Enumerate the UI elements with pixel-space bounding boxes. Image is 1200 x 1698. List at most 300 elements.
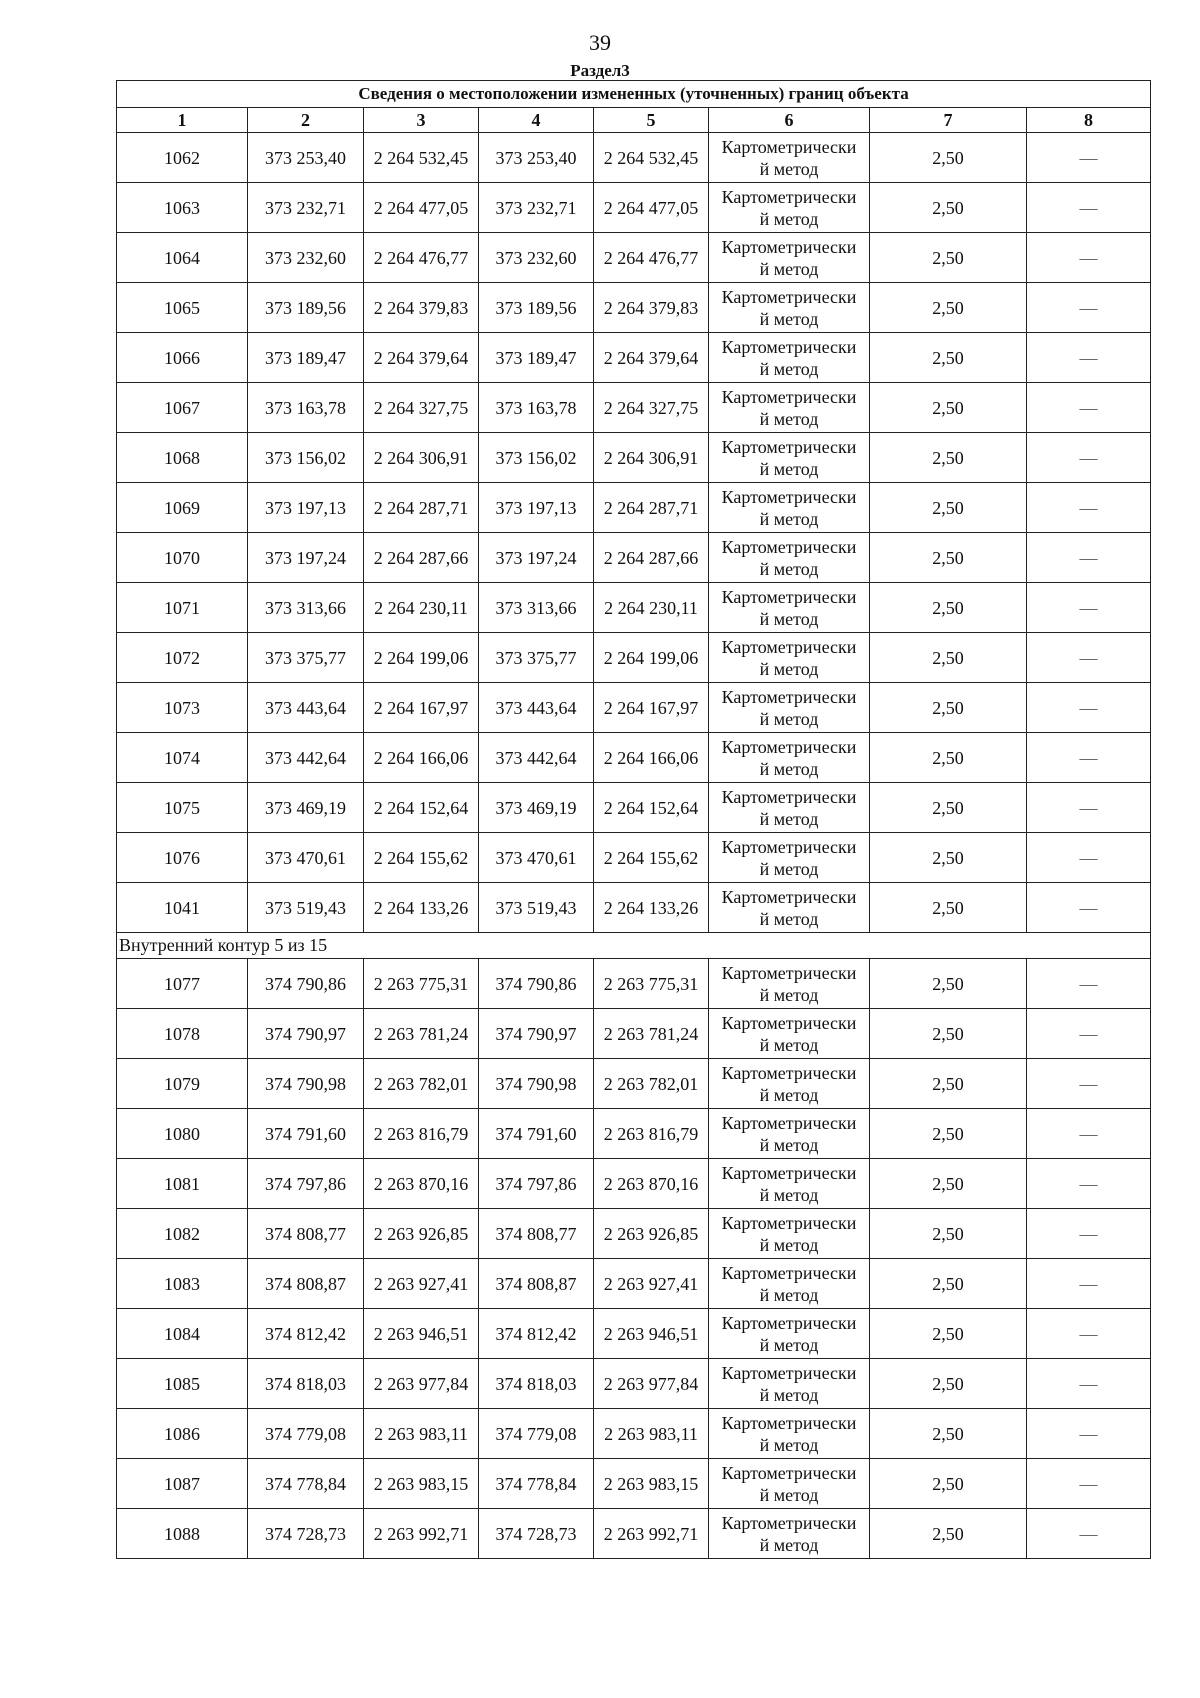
table-row <box>117 283 1151 333</box>
y-refined-cell: 2 264 166,06 <box>594 733 709 783</box>
method-line: Картометрически <box>721 686 857 707</box>
note-cell: — <box>1027 683 1151 733</box>
x-refined-cell: 374 790,97 <box>479 1009 594 1059</box>
method-cell <box>709 1009 870 1059</box>
y-refined-cell: 2 264 532,45 <box>594 133 709 183</box>
x-refined-cell: 374 808,77 <box>479 1209 594 1259</box>
method-cell <box>709 833 870 883</box>
method-line: й метод <box>759 158 819 179</box>
note-cell: — <box>1027 1209 1151 1259</box>
table-row <box>117 883 1151 933</box>
x-refined-cell: 373 156,02 <box>479 433 594 483</box>
x-refined-cell: 373 470,61 <box>479 833 594 883</box>
method-line: й метод <box>759 1334 819 1355</box>
method-line: Картометрически <box>721 1012 857 1033</box>
x-refined-cell: 373 253,40 <box>479 133 594 183</box>
y-refined-cell: 2 264 327,75 <box>594 383 709 433</box>
table-row <box>117 183 1151 233</box>
x-refined-cell: 374 728,73 <box>479 1509 594 1559</box>
x-refined-cell: 374 790,98 <box>479 1059 594 1109</box>
point-number-cell: 1084 <box>117 1309 248 1359</box>
method-line: й метод <box>759 558 819 579</box>
accuracy-cell: 2,50 <box>870 883 1027 933</box>
method-line: Картометрически <box>721 636 857 657</box>
x-refined-cell: 373 189,47 <box>479 333 594 383</box>
accuracy-cell: 2,50 <box>870 1409 1027 1459</box>
note-cell: — <box>1027 959 1151 1009</box>
x-existing-cell: 373 197,24 <box>248 533 364 583</box>
accuracy-cell: 2,50 <box>870 533 1027 583</box>
table-row <box>117 533 1151 583</box>
note-cell: — <box>1027 1509 1151 1559</box>
point-number-cell: 1070 <box>117 533 248 583</box>
method-cell <box>709 383 870 433</box>
table-row <box>117 1259 1151 1309</box>
x-existing-cell: 374 790,86 <box>248 959 364 1009</box>
method-cell <box>709 333 870 383</box>
accuracy-cell: 2,50 <box>870 1109 1027 1159</box>
point-number-cell: 1082 <box>117 1209 248 1259</box>
point-number-cell: 1066 <box>117 333 248 383</box>
point-number-cell: 1076 <box>117 833 248 883</box>
accuracy-cell: 2,50 <box>870 783 1027 833</box>
method-cell <box>709 683 870 733</box>
method-line: й метод <box>759 984 819 1005</box>
x-existing-cell: 373 163,78 <box>248 383 364 433</box>
y-refined-cell: 2 264 199,06 <box>594 633 709 683</box>
y-refined-cell: 2 263 977,84 <box>594 1359 709 1409</box>
note-cell: — <box>1027 1009 1151 1059</box>
x-existing-cell: 373 519,43 <box>248 883 364 933</box>
method-line: й метод <box>759 1234 819 1255</box>
y-existing-cell: 2 264 152,64 <box>364 783 479 833</box>
method-line: Картометрически <box>721 886 857 907</box>
note-cell: — <box>1027 1259 1151 1309</box>
point-number-cell: 1072 <box>117 633 248 683</box>
method-line: Картометрически <box>721 336 857 357</box>
y-refined-cell: 2 263 775,31 <box>594 959 709 1009</box>
method-line: Картометрически <box>721 486 857 507</box>
table-row <box>117 1209 1151 1259</box>
y-existing-cell: 2 263 781,24 <box>364 1009 479 1059</box>
x-refined-cell: 373 197,24 <box>479 533 594 583</box>
x-existing-cell: 374 791,60 <box>248 1109 364 1159</box>
accuracy-cell: 2,50 <box>870 1359 1027 1409</box>
table-row <box>117 783 1151 833</box>
y-existing-cell: 2 263 870,16 <box>364 1159 479 1209</box>
boundary-table <box>116 80 1151 1559</box>
method-line: Картометрически <box>721 1212 857 1233</box>
note-cell: — <box>1027 483 1151 533</box>
x-refined-cell: 373 519,43 <box>479 883 594 933</box>
method-line: й метод <box>759 1284 819 1305</box>
x-refined-cell: 373 197,13 <box>479 483 594 533</box>
accuracy-cell: 2,50 <box>870 633 1027 683</box>
y-existing-cell: 2 264 199,06 <box>364 633 479 683</box>
accuracy-cell: 2,50 <box>870 1159 1027 1209</box>
x-refined-cell: 373 469,19 <box>479 783 594 833</box>
y-existing-cell: 2 264 379,64 <box>364 333 479 383</box>
table-row <box>117 1159 1151 1209</box>
point-number-cell: 1074 <box>117 733 248 783</box>
column-number: 3 <box>364 108 479 133</box>
method-cell <box>709 1109 870 1159</box>
x-existing-cell: 373 232,60 <box>248 233 364 283</box>
note-cell: — <box>1027 383 1151 433</box>
table-row <box>117 959 1151 1009</box>
accuracy-cell: 2,50 <box>870 183 1027 233</box>
point-number-cell: 1079 <box>117 1059 248 1109</box>
x-refined-cell: 374 779,08 <box>479 1409 594 1459</box>
table-row <box>117 433 1151 483</box>
y-existing-cell: 2 264 477,05 <box>364 183 479 233</box>
column-number: 8 <box>1027 108 1151 133</box>
method-line: Картометрически <box>721 1412 857 1433</box>
y-refined-cell: 2 264 133,26 <box>594 883 709 933</box>
column-number: 6 <box>709 108 870 133</box>
method-line: Картометрически <box>721 1512 857 1533</box>
y-refined-cell: 2 264 287,71 <box>594 483 709 533</box>
method-line: Картометрически <box>721 1262 857 1283</box>
point-number-cell: 1071 <box>117 583 248 633</box>
method-line: й метод <box>759 1534 819 1555</box>
y-existing-cell: 2 263 816,79 <box>364 1109 479 1159</box>
method-line: й метод <box>759 1434 819 1455</box>
point-number-cell: 1073 <box>117 683 248 733</box>
x-existing-cell: 373 156,02 <box>248 433 364 483</box>
method-cell <box>709 1159 870 1209</box>
method-line: Картометрически <box>721 586 857 607</box>
method-cell <box>709 959 870 1009</box>
y-existing-cell: 2 264 287,71 <box>364 483 479 533</box>
note-cell: — <box>1027 1359 1151 1409</box>
point-number-cell: 1063 <box>117 183 248 233</box>
table-row <box>117 1109 1151 1159</box>
method-cell <box>709 1259 870 1309</box>
accuracy-cell: 2,50 <box>870 483 1027 533</box>
method-cell <box>709 1359 870 1409</box>
note-cell: — <box>1027 783 1151 833</box>
section-title: Раздел3 <box>570 61 630 80</box>
method-line: й метод <box>759 708 819 729</box>
note-cell: — <box>1027 333 1151 383</box>
point-number-cell: 1069 <box>117 483 248 533</box>
x-existing-cell: 373 232,71 <box>248 183 364 233</box>
table-row <box>117 383 1151 433</box>
method-line: й метод <box>759 658 819 679</box>
y-refined-cell: 2 264 155,62 <box>594 833 709 883</box>
accuracy-cell: 2,50 <box>870 1209 1027 1259</box>
y-refined-cell: 2 264 287,66 <box>594 533 709 583</box>
y-refined-cell: 2 264 379,64 <box>594 333 709 383</box>
y-existing-cell: 2 263 775,31 <box>364 959 479 1009</box>
x-existing-cell: 374 779,08 <box>248 1409 364 1459</box>
y-existing-cell: 2 263 782,01 <box>364 1059 479 1109</box>
method-cell <box>709 633 870 683</box>
table-row <box>117 1409 1151 1459</box>
point-number-cell: 1088 <box>117 1509 248 1559</box>
table-row <box>117 833 1151 883</box>
y-refined-cell: 2 263 816,79 <box>594 1109 709 1159</box>
method-line: й метод <box>759 358 819 379</box>
point-number-cell: 1087 <box>117 1459 248 1509</box>
y-refined-cell: 2 264 167,97 <box>594 683 709 733</box>
method-line: Картометрически <box>721 236 857 257</box>
method-cell <box>709 783 870 833</box>
method-line: й метод <box>759 308 819 329</box>
y-existing-cell: 2 263 983,11 <box>364 1409 479 1459</box>
x-refined-cell: 374 818,03 <box>479 1359 594 1409</box>
point-number-cell: 1086 <box>117 1409 248 1459</box>
method-cell <box>709 533 870 583</box>
x-existing-cell: 374 818,03 <box>248 1359 364 1409</box>
x-refined-cell: 373 232,71 <box>479 183 594 233</box>
y-existing-cell: 2 263 992,71 <box>364 1509 479 1559</box>
method-line: Картометрически <box>721 186 857 207</box>
method-line: Картометрически <box>721 386 857 407</box>
y-existing-cell: 2 264 306,91 <box>364 433 479 483</box>
table-row <box>117 1509 1151 1559</box>
method-line: Картометрически <box>721 1112 857 1133</box>
x-existing-cell: 374 790,97 <box>248 1009 364 1059</box>
y-refined-cell: 2 264 152,64 <box>594 783 709 833</box>
method-line: й метод <box>759 208 819 229</box>
method-line: й метод <box>759 908 819 929</box>
x-refined-cell: 374 791,60 <box>479 1109 594 1159</box>
y-refined-cell: 2 264 230,11 <box>594 583 709 633</box>
table-row <box>117 1359 1151 1409</box>
accuracy-cell: 2,50 <box>870 1459 1027 1509</box>
accuracy-cell: 2,50 <box>870 959 1027 1009</box>
x-refined-cell: 373 232,60 <box>479 233 594 283</box>
table-row <box>117 1059 1151 1109</box>
x-existing-cell: 373 197,13 <box>248 483 364 533</box>
x-existing-cell: 373 442,64 <box>248 733 364 783</box>
contour-group-row <box>117 933 1151 959</box>
point-number-cell: 1068 <box>117 433 248 483</box>
x-refined-cell: 374 808,87 <box>479 1259 594 1309</box>
y-refined-cell: 2 263 781,24 <box>594 1009 709 1059</box>
method-line: Картометрически <box>721 286 857 307</box>
y-existing-cell: 2 264 379,83 <box>364 283 479 333</box>
method-cell <box>709 583 870 633</box>
accuracy-cell: 2,50 <box>870 233 1027 283</box>
y-refined-cell: 2 263 870,16 <box>594 1159 709 1209</box>
x-existing-cell: 373 469,19 <box>248 783 364 833</box>
note-cell: — <box>1027 183 1151 233</box>
table-row <box>117 483 1151 533</box>
method-cell <box>709 483 870 533</box>
point-number-cell: 1065 <box>117 283 248 333</box>
note-cell: — <box>1027 1109 1151 1159</box>
table-row <box>117 633 1151 683</box>
note-cell: — <box>1027 883 1151 933</box>
note-cell: — <box>1027 1409 1151 1459</box>
table-body <box>117 133 1151 1559</box>
method-cell <box>709 1059 870 1109</box>
x-existing-cell: 373 375,77 <box>248 633 364 683</box>
method-line: й метод <box>759 808 819 829</box>
y-existing-cell: 2 264 133,26 <box>364 883 479 933</box>
method-cell <box>709 283 870 333</box>
table-row <box>117 1309 1151 1359</box>
accuracy-cell: 2,50 <box>870 283 1027 333</box>
table-caption: Сведения о местоположении измененных (уточненных) границ объекта <box>117 81 1151 108</box>
x-refined-cell: 374 778,84 <box>479 1459 594 1509</box>
method-line: й метод <box>759 408 819 429</box>
column-number: 7 <box>870 108 1027 133</box>
method-line: Картометрически <box>721 1312 857 1333</box>
note-cell: — <box>1027 633 1151 683</box>
method-cell <box>709 1209 870 1259</box>
accuracy-cell: 2,50 <box>870 133 1027 183</box>
note-cell: — <box>1027 583 1151 633</box>
method-line: Картометрически <box>721 536 857 557</box>
x-refined-cell: 374 812,42 <box>479 1309 594 1359</box>
x-refined-cell: 374 790,86 <box>479 959 594 1009</box>
method-line: Картометрически <box>721 1462 857 1483</box>
point-number-cell: 1085 <box>117 1359 248 1409</box>
method-cell <box>709 883 870 933</box>
method-line: й метод <box>759 258 819 279</box>
y-existing-cell: 2 264 166,06 <box>364 733 479 783</box>
x-refined-cell: 373 189,56 <box>479 283 594 333</box>
page-number: 39 <box>589 30 611 55</box>
x-existing-cell: 373 470,61 <box>248 833 364 883</box>
x-refined-cell: 373 442,64 <box>479 733 594 783</box>
point-number-cell: 1078 <box>117 1009 248 1059</box>
table-row <box>117 1009 1151 1059</box>
note-cell: — <box>1027 533 1151 583</box>
y-existing-cell: 2 263 983,15 <box>364 1459 479 1509</box>
x-refined-cell: 373 313,66 <box>479 583 594 633</box>
x-existing-cell: 374 808,77 <box>248 1209 364 1259</box>
method-line: й метод <box>759 1184 819 1205</box>
x-refined-cell: 373 443,64 <box>479 683 594 733</box>
x-existing-cell: 373 443,64 <box>248 683 364 733</box>
method-cell <box>709 183 870 233</box>
accuracy-cell: 2,50 <box>870 1059 1027 1109</box>
y-existing-cell: 2 264 476,77 <box>364 233 479 283</box>
x-existing-cell: 373 189,56 <box>248 283 364 333</box>
y-refined-cell: 2 263 983,15 <box>594 1459 709 1509</box>
note-cell: — <box>1027 733 1151 783</box>
method-line: Картометрически <box>721 736 857 757</box>
x-existing-cell: 374 808,87 <box>248 1259 364 1309</box>
column-number: 5 <box>594 108 709 133</box>
note-cell: — <box>1027 1159 1151 1209</box>
y-refined-cell: 2 263 983,11 <box>594 1409 709 1459</box>
y-existing-cell: 2 263 977,84 <box>364 1359 479 1409</box>
column-numbers-row <box>117 108 1151 133</box>
point-number-cell: 1062 <box>117 133 248 183</box>
contour-group-label: Внутренний контур 5 из 15 <box>117 933 1151 959</box>
accuracy-cell: 2,50 <box>870 583 1027 633</box>
x-existing-cell: 373 313,66 <box>248 583 364 633</box>
accuracy-cell: 2,50 <box>870 1309 1027 1359</box>
x-existing-cell: 374 728,73 <box>248 1509 364 1559</box>
y-refined-cell: 2 263 926,85 <box>594 1209 709 1259</box>
table-row <box>117 233 1151 283</box>
y-existing-cell: 2 264 287,66 <box>364 533 479 583</box>
point-number-cell: 1083 <box>117 1259 248 1309</box>
note-cell: — <box>1027 1459 1151 1509</box>
method-line: й метод <box>759 508 819 529</box>
table-row <box>117 1459 1151 1509</box>
x-existing-cell: 374 790,98 <box>248 1059 364 1109</box>
accuracy-cell: 2,50 <box>870 383 1027 433</box>
y-existing-cell: 2 264 155,62 <box>364 833 479 883</box>
point-number-cell: 1075 <box>117 783 248 833</box>
table-row <box>117 683 1151 733</box>
accuracy-cell: 2,50 <box>870 833 1027 883</box>
x-existing-cell: 374 812,42 <box>248 1309 364 1359</box>
column-number: 2 <box>248 108 364 133</box>
accuracy-cell: 2,50 <box>870 1259 1027 1309</box>
method-cell <box>709 1409 870 1459</box>
x-refined-cell: 374 797,86 <box>479 1159 594 1209</box>
note-cell: — <box>1027 833 1151 883</box>
point-number-cell: 1041 <box>117 883 248 933</box>
y-existing-cell: 2 264 532,45 <box>364 133 479 183</box>
accuracy-cell: 2,50 <box>870 333 1027 383</box>
method-line: Картометрически <box>721 836 857 857</box>
table-row <box>117 333 1151 383</box>
y-refined-cell: 2 263 782,01 <box>594 1059 709 1109</box>
point-number-cell: 1067 <box>117 383 248 433</box>
method-line: й метод <box>759 458 819 479</box>
note-cell: — <box>1027 283 1151 333</box>
y-refined-cell: 2 264 477,05 <box>594 183 709 233</box>
y-existing-cell: 2 264 230,11 <box>364 583 479 633</box>
method-line: Картометрически <box>721 1062 857 1083</box>
y-refined-cell: 2 263 946,51 <box>594 1309 709 1359</box>
method-cell <box>709 133 870 183</box>
accuracy-cell: 2,50 <box>870 683 1027 733</box>
method-cell <box>709 1509 870 1559</box>
column-number: 1 <box>117 108 248 133</box>
y-refined-cell: 2 263 927,41 <box>594 1259 709 1309</box>
method-line: й метод <box>759 1384 819 1405</box>
method-line: й метод <box>759 1084 819 1105</box>
accuracy-cell: 2,50 <box>870 1509 1027 1559</box>
note-cell: — <box>1027 1059 1151 1109</box>
x-refined-cell: 373 375,77 <box>479 633 594 683</box>
note-cell: — <box>1027 1309 1151 1359</box>
y-refined-cell: 2 263 992,71 <box>594 1509 709 1559</box>
accuracy-cell: 2,50 <box>870 433 1027 483</box>
y-existing-cell: 2 264 167,97 <box>364 683 479 733</box>
method-cell <box>709 233 870 283</box>
method-line: Картометрически <box>721 962 857 983</box>
point-number-cell: 1080 <box>117 1109 248 1159</box>
table-row <box>117 133 1151 183</box>
method-line: Картометрически <box>721 786 857 807</box>
table-caption-row <box>117 81 1151 108</box>
y-existing-cell: 2 264 327,75 <box>364 383 479 433</box>
method-cell <box>709 1459 870 1509</box>
x-existing-cell: 374 778,84 <box>248 1459 364 1509</box>
y-existing-cell: 2 263 926,85 <box>364 1209 479 1259</box>
x-existing-cell: 374 797,86 <box>248 1159 364 1209</box>
x-refined-cell: 373 163,78 <box>479 383 594 433</box>
point-number-cell: 1081 <box>117 1159 248 1209</box>
method-line: й метод <box>759 758 819 779</box>
method-cell <box>709 1309 870 1359</box>
method-line: й метод <box>759 1034 819 1055</box>
method-line: й метод <box>759 608 819 629</box>
method-line: й метод <box>759 1134 819 1155</box>
